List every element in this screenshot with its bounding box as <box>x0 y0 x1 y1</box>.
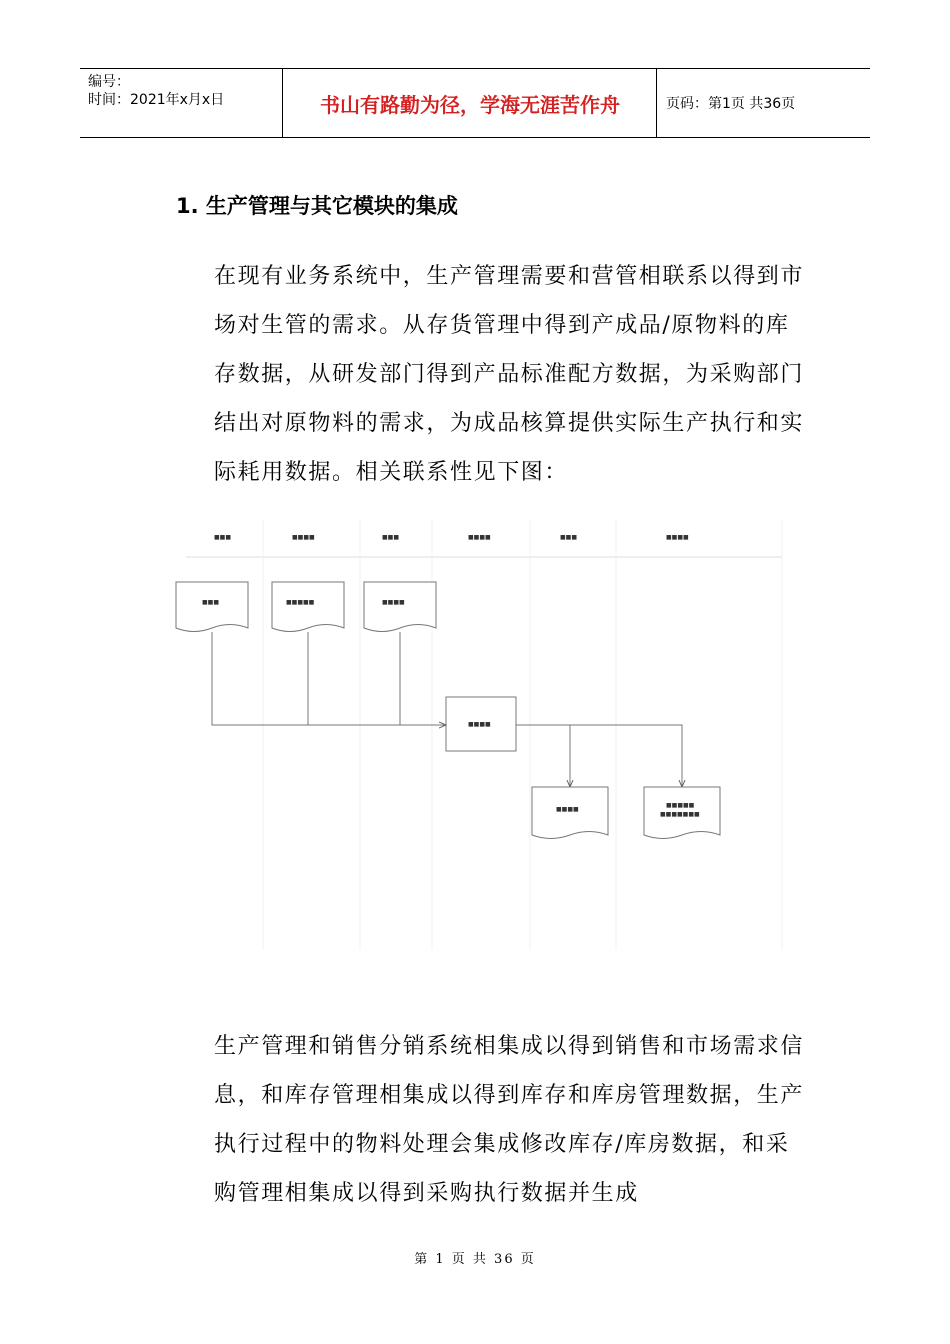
header-meta <box>88 73 280 109</box>
svg-text:■■■■: ■■■■ <box>468 534 491 541</box>
production-process-box <box>446 697 516 751</box>
source-document-shapes <box>176 582 436 632</box>
paragraph-1: 在现有业务系统中，生产管理需要和营管相联系以得到市场对生管的需求。从存货管理中得到产成品/原物料的库存数据，从研发部门得到产品标准配方数据，为采购部门结出对原物料的需求，为成品核算提供实际生产执行和实际耗用数据。相关联系性见下图： <box>214 264 805 485</box>
page-header <box>80 68 870 138</box>
header-divider <box>656 69 657 137</box>
integration-flow-diagram <box>170 515 790 955</box>
svg-text:■■■■: ■■■■ <box>468 721 491 728</box>
page-footer: 第 1 页 共 36 页 <box>414 1252 536 1267</box>
svg-text:■■■: ■■■ <box>214 534 232 541</box>
svg-text:■■■■: ■■■■ <box>382 599 405 606</box>
lane-header-labels <box>214 534 689 541</box>
header-motto: 书山有路勤为径，学海无涯苦作舟 <box>320 92 620 117</box>
svg-text:■■■: ■■■ <box>560 534 578 541</box>
svg-text:■■■: ■■■ <box>202 599 220 606</box>
header-divider <box>282 69 283 137</box>
svg-text:■■■■■■■: ■■■■■■■ <box>660 811 700 818</box>
svg-text:■■■: ■■■ <box>382 534 400 541</box>
svg-text:■■■■: ■■■■ <box>292 534 315 541</box>
svg-text:■■■■: ■■■■ <box>666 534 689 541</box>
header-time-label: 时间：2021年x月x日 <box>88 92 225 108</box>
section-title: 1. 生产管理与其它模块的集成 <box>176 194 458 218</box>
paragraph-2: 生产管理和销售分销系统相集成以得到销售和市场需求信息，和库存管理相集成以得到库存和库房管理数据，生产执行过程中的物料处理会集成修改库存/库房数据，和采购管理相集成以得到采购执行数据并生成 <box>214 1034 805 1206</box>
svg-text:■■■■: ■■■■ <box>556 806 579 813</box>
header-page-info: 页码：第1页 共36页 <box>666 96 796 112</box>
output-document-shapes <box>532 787 720 839</box>
svg-text:■■■■■: ■■■■■ <box>666 802 695 809</box>
header-number-label: 编号： <box>88 74 130 90</box>
svg-text:■■■■■: ■■■■■ <box>286 599 315 606</box>
